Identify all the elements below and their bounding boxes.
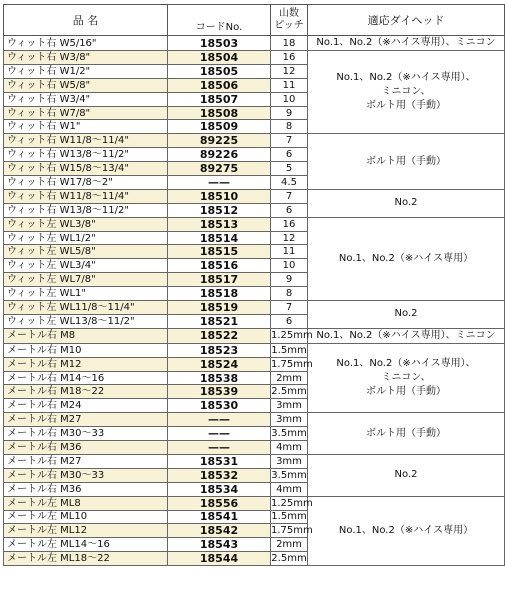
code-number: 18538	[168, 371, 271, 385]
product-name: ウィット右 W3/8"	[4, 51, 168, 65]
code-number: 18534	[168, 482, 271, 496]
table-row	[4, 454, 505, 468]
product-name: メートル右 M36	[4, 482, 168, 496]
product-name: ウィット右 W13/8～11/2"	[4, 148, 168, 162]
code-number: 18518	[168, 287, 271, 301]
thread-pitch: 8	[271, 120, 308, 134]
thread-pitch: 6	[271, 314, 308, 328]
table-row	[4, 328, 505, 343]
header-pitch-top: 山数	[279, 8, 299, 19]
code-number: 18507	[168, 92, 271, 106]
thread-pitch: 2mm	[271, 371, 308, 385]
code-number: 18512	[168, 203, 271, 217]
product-name: ウィット右 W7/8"	[4, 106, 168, 120]
code-number: 18503	[168, 36, 271, 51]
thread-pitch: 12	[271, 64, 308, 78]
thread-pitch: 1.5mm	[271, 511, 307, 523]
thread-pitch: 16	[271, 51, 308, 65]
thread-pitch: 11	[271, 78, 308, 92]
header-pitch-bottom: ピッチ	[274, 20, 304, 31]
product-name: ウィット右 W11/8～11/4"	[4, 189, 168, 203]
thread-pitch: 1.25mm	[271, 330, 313, 342]
code-number: 18515	[168, 245, 271, 259]
thread-pitch: 3mm	[271, 454, 308, 468]
table-row	[4, 496, 505, 510]
product-name: メートル左 ML8	[4, 496, 168, 510]
code-number: 18505	[168, 64, 271, 78]
thread-pitch: 7	[271, 134, 308, 148]
product-name: ウィット右 W5/16"	[4, 36, 168, 51]
product-name: メートル右 M36	[4, 441, 168, 455]
code-number: 18504	[168, 51, 271, 65]
product-name: メートル右 M14～16	[4, 371, 168, 385]
table-row	[4, 189, 505, 203]
product-name: ウィット右 W3/4"	[4, 92, 168, 106]
thread-pitch: 3.5mm	[271, 428, 307, 440]
product-name: ウィット左 WL1/2"	[4, 231, 168, 245]
code-number: 18514	[168, 231, 271, 245]
header-code	[168, 5, 271, 36]
thread-pitch: 2.5mm	[271, 386, 307, 398]
applicable-die-head: ボルト用（手動）	[308, 413, 505, 455]
applicable-die-head: No.1、No.2（※ハイス専用）、 ミニコン、 ボルト用（手動）	[308, 343, 505, 412]
product-name: メートル右 M30～33	[4, 427, 168, 441]
code-number: ——	[168, 441, 271, 455]
thread-pitch: 4mm	[271, 441, 308, 455]
code-number: 18556	[168, 496, 271, 510]
applicable-die-head: ボルト用（手動）	[308, 134, 505, 190]
product-name: メートル左 ML10	[4, 510, 168, 524]
product-name: メートル右 M10	[4, 343, 168, 357]
code-number: ——	[168, 413, 271, 427]
thread-pitch: 18	[271, 36, 308, 51]
table-row	[4, 301, 505, 315]
applicable-die-head: No.2	[308, 454, 505, 496]
thread-pitch: 3mm	[271, 399, 308, 413]
thread-pitch: 1.75mm	[271, 525, 313, 537]
applicable-die-head: No.1、No.2（※ハイス専用）	[308, 496, 505, 565]
code-number: 18508	[168, 106, 271, 120]
thread-pitch: 11	[271, 245, 308, 259]
thread-pitch: 12	[271, 231, 308, 245]
code-number: 18513	[168, 217, 271, 231]
product-name: ウィット右 W13/8～11/2"	[4, 203, 168, 217]
code-number: 89225	[168, 134, 271, 148]
product-name: メートル右 M24	[4, 399, 168, 413]
product-name: メートル左 ML18～22	[4, 552, 168, 566]
code-number: 18516	[168, 259, 271, 273]
product-name: メートル左 ML14～16	[4, 538, 168, 552]
product-name: ウィット左 WL13/8～11/2"	[4, 314, 168, 328]
product-name: ウィット左 WL7/8"	[4, 273, 168, 287]
applicable-die-head: No.2	[308, 189, 505, 217]
thread-pitch: 4.5	[271, 176, 308, 190]
product-name: メートル左 ML12	[4, 524, 168, 538]
product-name: ウィット右 W15/8～13/4"	[4, 162, 168, 176]
thread-pitch: 16	[271, 217, 308, 231]
thread-pitch: 2.5mm	[271, 553, 307, 565]
header-name: 品 名	[4, 5, 168, 36]
code-number: 89275	[168, 162, 271, 176]
table-row	[4, 51, 505, 65]
code-number: ——	[168, 427, 271, 441]
table-row	[4, 217, 505, 231]
applicable-die-head: No.2	[308, 301, 505, 329]
code-number: 18521	[168, 314, 271, 328]
code-number: 18509	[168, 120, 271, 134]
product-name: ウィット右 W17/8～2"	[4, 176, 168, 190]
code-number: 18506	[168, 78, 271, 92]
thread-pitch: 1.75mm	[271, 358, 313, 370]
code-number: 18541	[168, 510, 271, 524]
thread-pitch: 8	[271, 287, 308, 301]
applicable-die-head: No.1、No.2（※ハイス専用）	[308, 217, 505, 300]
product-name: ウィット左 WL1"	[4, 287, 168, 301]
thread-pitch: 7	[271, 301, 308, 315]
product-name: メートル右 M8	[4, 328, 168, 343]
code-number: 18524	[168, 357, 271, 371]
thread-pitch: 9	[271, 106, 308, 120]
table-row	[4, 413, 505, 427]
code-number: 18530	[168, 399, 271, 413]
header-pitch	[271, 5, 308, 36]
product-name: ウィット右 W1"	[4, 120, 168, 134]
thread-pitch: 1.25mm	[271, 497, 313, 509]
product-name: ウィット左 WL5/8"	[4, 245, 168, 259]
applicable-die-head: No.1、No.2（※ハイス専用）、 ミニコン、 ボルト用（手動）	[308, 51, 505, 134]
thread-pitch: 10	[271, 259, 308, 273]
header-row	[4, 5, 505, 36]
thread-pitch: 6	[271, 148, 308, 162]
code-number: 18542	[168, 524, 271, 538]
code-number: 18510	[168, 189, 271, 203]
thread-pitch: 3mm	[271, 413, 308, 427]
code-number: ——	[168, 176, 271, 190]
table-row	[4, 36, 505, 51]
product-name: メートル右 M27	[4, 454, 168, 468]
thread-pitch: 6	[271, 203, 308, 217]
code-number: 18543	[168, 538, 271, 552]
code-number: 18544	[168, 552, 271, 566]
thread-pitch: 4mm	[271, 482, 308, 496]
product-name: ウィット左 WL11/8～11/4"	[4, 301, 168, 315]
applicable-die-head: No.1、No.2（※ハイス専用）、ミニコン	[308, 328, 505, 343]
thread-pitch: 2mm	[271, 538, 308, 552]
thread-pitch: 9	[271, 273, 308, 287]
thread-pitch: 1.5mm	[271, 344, 307, 356]
table-row	[4, 134, 505, 148]
product-name: メートル右 M18～22	[4, 385, 168, 399]
product-name: ウィット左 WL3/8"	[4, 217, 168, 231]
code-number: 18523	[168, 343, 271, 357]
code-number: 18531	[168, 454, 271, 468]
table-row	[4, 343, 505, 357]
product-name: ウィット左 WL3/4"	[4, 259, 168, 273]
table-body	[4, 36, 505, 566]
product-name: ウィット右 W1/2"	[4, 64, 168, 78]
product-name: メートル右 M12	[4, 357, 168, 371]
thread-pitch: 7	[271, 189, 308, 203]
header-dies: 適応ダイヘッド	[308, 5, 505, 36]
code-number: 18519	[168, 301, 271, 315]
thread-pitch: 3.5mm	[271, 469, 307, 481]
product-name: メートル右 M30～33	[4, 468, 168, 482]
product-name: ウィット右 W11/8～11/4"	[4, 134, 168, 148]
thread-pitch: 10	[271, 92, 308, 106]
thread-pitch: 5	[271, 162, 308, 176]
code-number: 18517	[168, 273, 271, 287]
code-number: 18522	[168, 328, 271, 343]
code-number: 18539	[168, 385, 271, 399]
code-number: 89226	[168, 148, 271, 162]
die-spec-table	[3, 4, 505, 566]
header-code-label: コードNo.	[195, 21, 243, 33]
product-name: ウィット右 W5/8"	[4, 78, 168, 92]
product-name: メートル右 M27	[4, 413, 168, 427]
code-number: 18532	[168, 468, 271, 482]
applicable-die-head: No.1、No.2（※ハイス専用）、ミニコン	[308, 36, 505, 51]
